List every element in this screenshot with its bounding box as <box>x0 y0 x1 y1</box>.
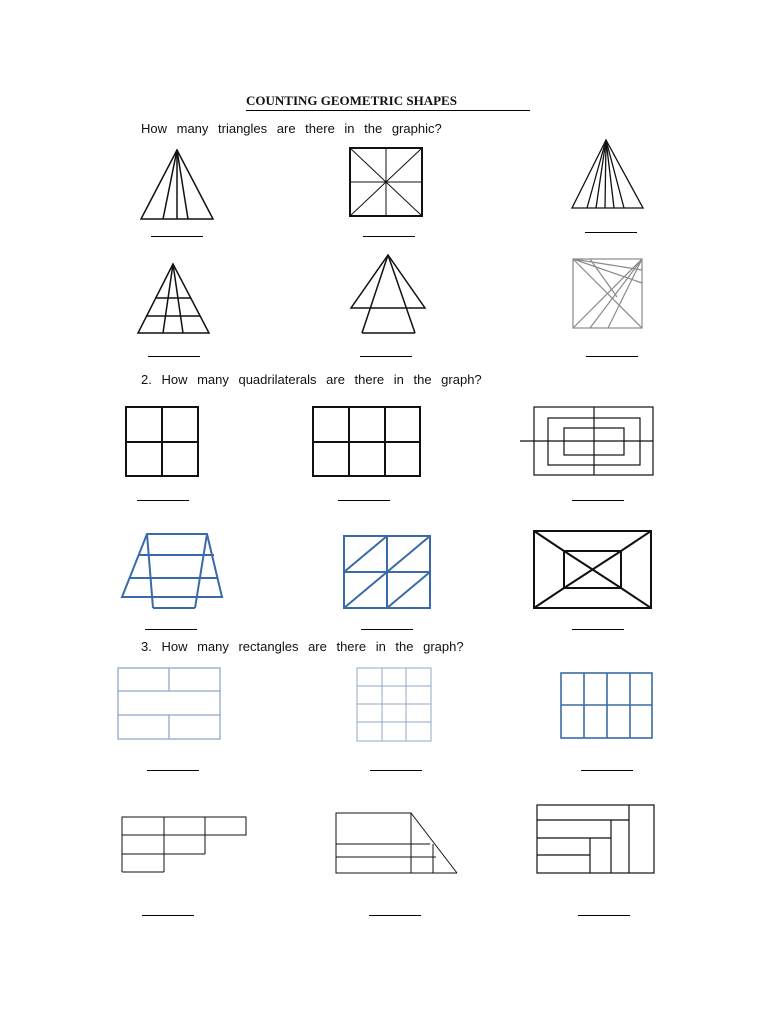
figure-triangle-fan-1 <box>141 150 213 219</box>
figure-square-rays <box>573 259 642 328</box>
question-1-text: How many triangles are there in the graphic? <box>141 121 442 136</box>
figure-triangle-fan-2 <box>572 140 643 208</box>
figure-grid-4x2-blue <box>561 673 652 738</box>
question-3-text: 3. How many rectangles are there in the graph? <box>141 639 464 654</box>
figure-triangle-house <box>351 255 425 333</box>
figure-nested-rectangles <box>520 407 653 475</box>
figure-square-diagonals-blue <box>344 536 430 608</box>
question-2-text: 2. How many quadrilaterals are there in the graph? <box>141 372 482 387</box>
figure-grid-3x4-light <box>357 668 431 741</box>
figure-brick-rectangles <box>118 668 220 739</box>
figure-step-rectangles <box>122 817 246 872</box>
figure-envelope-rect <box>534 531 651 608</box>
figure-trapezoid-blue <box>122 534 222 608</box>
figure-triangle-layers <box>138 264 209 333</box>
figure-nested-strips <box>537 805 654 873</box>
figure-square-star <box>350 148 422 216</box>
figure-rect-with-triangle <box>336 813 457 873</box>
worksheet-title: COUNTING GEOMETRIC SHAPES <box>246 93 530 111</box>
figure-grid-2x2 <box>126 407 198 476</box>
figure-grid-3x2 <box>313 407 420 476</box>
